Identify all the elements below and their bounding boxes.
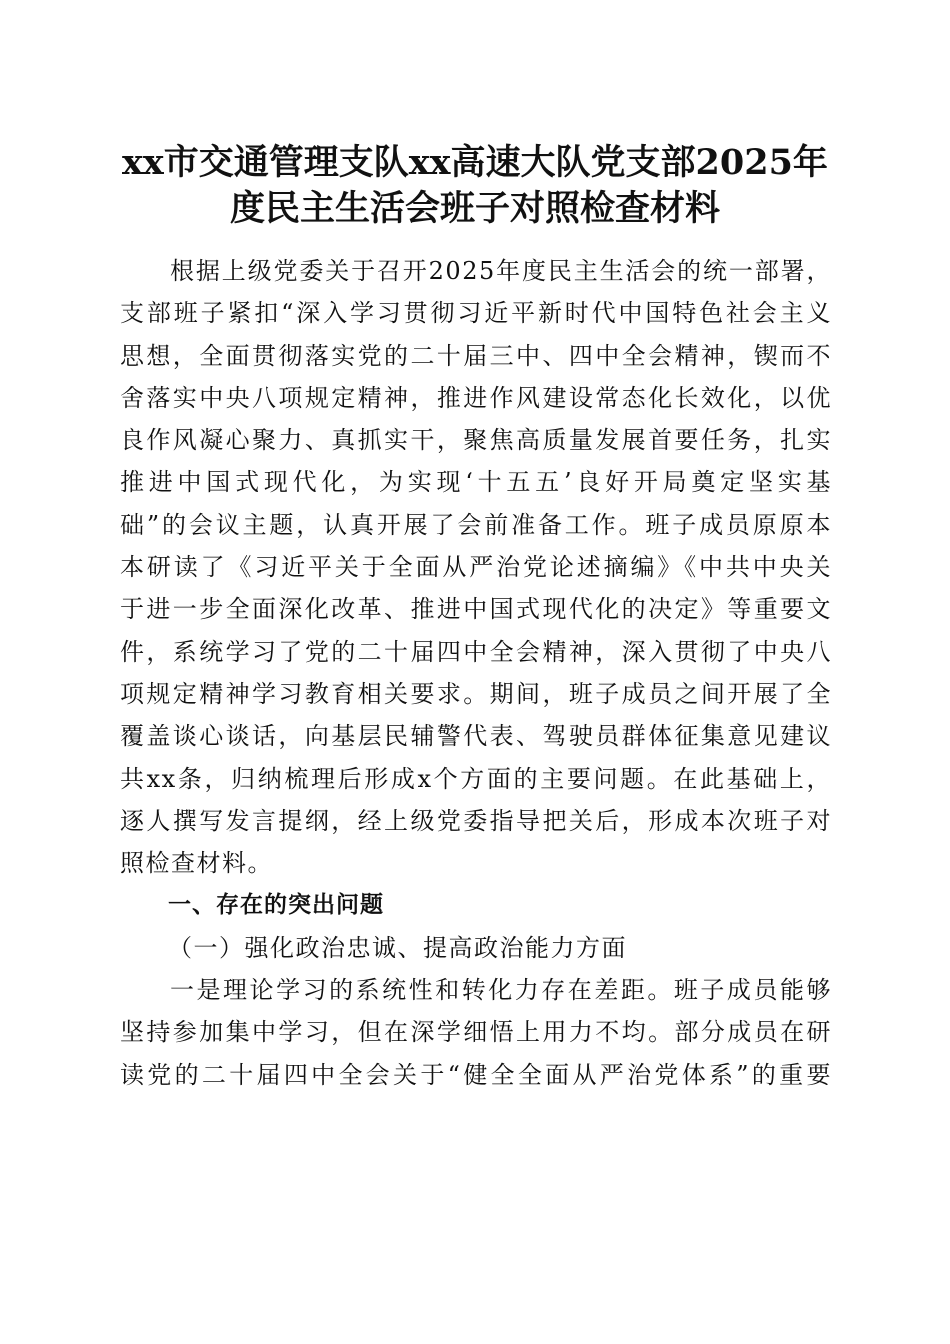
intro-line: 照检查材料。	[120, 849, 273, 878]
intro-line: 项规定精神学习教育相关要求。期间，班子成员之间开展了全	[120, 679, 832, 708]
intro-line: 逐人撰写发言提纲，经上级党委指导把关后，形成本次班子对	[120, 806, 832, 835]
title-line-1: xx市交通管理支队xx高速大队党支部2025年	[122, 142, 828, 183]
intro-line: 覆盖谈心谈话，向基层民辅警代表、驾驶员群体征集意见建议	[120, 722, 832, 751]
intro-line: 良作风凝心聚力、真抓实干，聚焦高质量发展首要任务，扎实	[120, 426, 832, 455]
document-body	[120, 250, 832, 1096]
intro-line: 础”的会议主题，认真开展了会前准备工作。班子成员原原本	[120, 510, 832, 539]
title-line-2: 度民主生活会班子对照检查材料	[229, 188, 720, 229]
intro-line: 支部班子紧扣“深入学习贯彻习近平新时代中国特色社会主义	[120, 299, 832, 328]
section-heading: 一、存在的突出问题	[168, 892, 384, 919]
point-paragraph	[120, 969, 832, 1096]
intro-line: 根据上级党委关于召开2025年度民主生活会的统一部署，	[170, 257, 832, 285]
point-line: 一是理论学习的系统性和转化力存在差距。班子成员能够	[170, 976, 832, 1005]
document-title	[100, 140, 850, 232]
intro-paragraph	[120, 250, 832, 884]
intro-line: 思想，全面贯彻落实党的二十届三中、四中全会精神，锲而不	[120, 341, 832, 370]
intro-line: 本研读了《习近平关于全面从严治党论述摘编》《中共中央关	[120, 553, 832, 582]
intro-line: 件，系统学习了党的二十届四中全会精神，深入贯彻了中央八	[120, 637, 832, 666]
point-line: 坚持参加集中学习，但在深学细悟上用力不均。部分成员在研	[120, 1018, 832, 1047]
point-line: 读党的二十届四中全会关于“健全全面从严治党体系”的重要	[120, 1060, 832, 1089]
intro-line: 推进中国式现代化，为实现‘十五五’良好开局奠定坚实基	[120, 468, 832, 497]
intro-line: 于进一步全面深化改革、推进中国式现代化的决定》等重要文	[120, 595, 832, 624]
intro-line: 舍落实中央八项规定精神，推进作风建设常态化长效化，以优	[120, 383, 832, 412]
intro-line: 共xx条，归纳梳理后形成x个方面的主要问题。在此基础上，	[120, 764, 832, 793]
subsection-heading: （一）强化政治忠诚、提高政治能力方面	[168, 933, 627, 962]
